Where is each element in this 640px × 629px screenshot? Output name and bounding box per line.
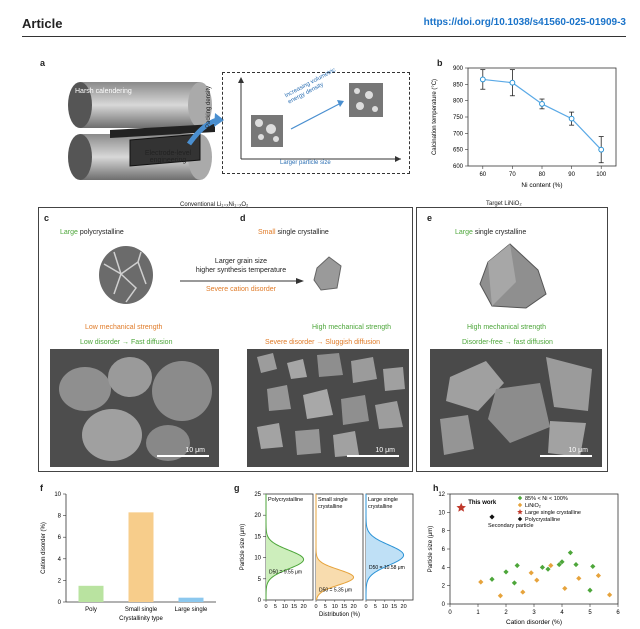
target-header: Target LiNiO₂ xyxy=(486,201,522,207)
chart-b-calcination xyxy=(426,62,626,192)
panel-c-diffusion: Low disorder → Fast diffusion xyxy=(80,339,173,346)
subplot-title: Small single xyxy=(318,497,348,503)
x-tick-label: 0 xyxy=(448,610,452,616)
y-tick-label: 6 xyxy=(57,535,61,542)
x-tick-label: 5 xyxy=(373,604,377,610)
scale-bar xyxy=(157,455,209,457)
scale-bar xyxy=(540,455,592,457)
x-tick-label: 10 xyxy=(331,604,338,610)
data-point xyxy=(562,586,567,591)
y-tick-label: 900 xyxy=(452,66,463,72)
d50-label: D50 = 9.55 μm xyxy=(269,569,303,576)
engineering-label: Electrode-level engineering xyxy=(144,150,192,164)
bar xyxy=(129,512,154,602)
subplot-title: crystalline xyxy=(368,504,393,510)
y-axis-label: Particle size (μm) xyxy=(428,525,434,573)
polycrystalline-particle-image xyxy=(96,244,156,306)
arrow-text-1: Larger grain size xyxy=(214,258,268,265)
panel-e-label: e xyxy=(427,213,433,223)
y-axis-label: Calcination temperature (°C) xyxy=(432,78,438,156)
right-arrow-icon xyxy=(176,277,306,285)
subplot-title: Large single xyxy=(368,497,398,503)
x-tick-label: 20 xyxy=(400,604,407,610)
arrow-text-3: Severe cation disorder xyxy=(205,286,277,293)
y-tick-label: 0 xyxy=(257,598,261,604)
y-tick-label: 650 xyxy=(452,147,463,154)
x-tick-label: 70 xyxy=(509,172,516,178)
legend-label: Large single crystalline xyxy=(525,510,581,516)
panel-e-strength: High mechanical strength xyxy=(467,324,546,331)
y-tick-label: 600 xyxy=(452,164,463,170)
annotation-secondary: Secondary particle xyxy=(488,522,534,529)
y-tick-label: 8 xyxy=(441,528,445,535)
x-tick-label: 10 xyxy=(381,604,388,610)
panel-d-title: Small single crystalline xyxy=(258,229,329,236)
sem-image-small-single xyxy=(247,349,409,467)
x-tick-label: 5 xyxy=(588,610,592,616)
legend-marker xyxy=(517,509,523,514)
scale-text: 10 μm xyxy=(375,447,395,454)
y-tick-label: 2 xyxy=(441,583,445,590)
data-point xyxy=(529,570,534,575)
chart-f-cation-disorder xyxy=(36,486,222,622)
subplot-title: crystalline xyxy=(318,504,343,510)
legend-marker xyxy=(518,496,522,500)
x-tick-label: 5 xyxy=(323,604,327,610)
large-single-crystal-image xyxy=(476,242,552,310)
subplot-title: Polycrystalline xyxy=(268,497,304,503)
y-tick-label: 2 xyxy=(57,578,61,585)
panel-c-label: c xyxy=(44,213,50,223)
x-tick-label: 2 xyxy=(504,610,508,616)
panel-e-title: Large single crystalline xyxy=(455,229,527,236)
data-point xyxy=(576,576,581,581)
energy-density-label: Increasing volumetric energy density xyxy=(284,67,337,106)
y-tick-label: 0 xyxy=(441,602,445,608)
x-axis-label: Cation disorder (%) xyxy=(506,619,562,626)
x-tick-label: 10 xyxy=(281,604,288,610)
x-tick-label: Large single xyxy=(174,607,208,613)
y-tick-label: 4 xyxy=(57,556,61,563)
data-point xyxy=(498,593,503,598)
data-point xyxy=(515,563,520,568)
y-tick-label: 5 xyxy=(257,576,261,583)
x-tick-label: 15 xyxy=(341,604,348,610)
particle-size-axis-label: Larger particle size xyxy=(280,160,331,166)
x-tick-label: 80 xyxy=(538,172,546,178)
x-tick-label: 1 xyxy=(476,610,480,616)
y-tick-label: 15 xyxy=(254,534,261,541)
legend-marker xyxy=(518,503,522,507)
legend-marker xyxy=(518,517,522,521)
panel-a-label: a xyxy=(40,58,46,68)
x-tick-label: Small single xyxy=(124,607,158,613)
panel-e-diffusion: Disorder-free → fast diffusion xyxy=(462,339,553,346)
panel-h-label: h xyxy=(433,483,439,493)
legend-label: LiNiO₂ xyxy=(525,503,541,509)
x-tick-label: Poly xyxy=(85,607,97,613)
panel-c-strength: Low mechanical strength xyxy=(85,324,163,331)
data-point xyxy=(489,514,494,519)
conventional-header: Conventional Li₁₊ₓNi₁₋ₓO₂ xyxy=(180,202,249,208)
blue-arrow-icon xyxy=(185,110,225,150)
scale-text: 10 μm xyxy=(568,447,588,454)
y-tick-label: 8 xyxy=(57,513,61,520)
panel-d-diffusion: Severe disorder → Sluggish diffusion xyxy=(265,339,381,346)
y-tick-label: 0 xyxy=(57,600,61,606)
data-point xyxy=(548,563,553,568)
data-point xyxy=(607,592,612,597)
small-single-crystal-image xyxy=(311,254,345,294)
doi-link[interactable]: https://doi.org/10.1038/s41560-025-01909-3 xyxy=(423,17,626,28)
y-tick-label: 12 xyxy=(438,492,445,498)
series-line xyxy=(483,79,601,149)
y-tick-label: 10 xyxy=(254,555,261,562)
data-point xyxy=(599,147,604,152)
x-tick-label: 0 xyxy=(364,604,368,610)
panel-c-title: Large polycrystalline xyxy=(60,229,124,236)
x-axis-label: Crystallinity type xyxy=(119,616,163,622)
x-tick-label: 15 xyxy=(391,604,398,610)
x-axis-label: Distribution (%) xyxy=(318,612,361,618)
scale-bar xyxy=(347,455,399,457)
x-tick-label: 4 xyxy=(560,610,564,616)
y-tick-label: 4 xyxy=(441,565,445,572)
panel-g-label: g xyxy=(234,483,240,493)
scale-text: 10 μm xyxy=(185,447,205,454)
header-rule xyxy=(22,36,626,37)
data-point xyxy=(489,577,494,582)
legend-label: Polycrystalline xyxy=(525,517,561,523)
y-tick-label: 700 xyxy=(452,131,463,138)
d50-label: D50 = 10.58 μm xyxy=(369,565,405,572)
y-tick-label: 850 xyxy=(452,82,463,89)
y-tick-label: 10 xyxy=(54,492,61,498)
y-tick-label: 800 xyxy=(452,98,463,105)
panel-f-label: f xyxy=(40,483,43,493)
sem-image-large-single xyxy=(430,349,602,467)
x-tick-label: 15 xyxy=(291,604,298,610)
x-axis-label: Ni content (%) xyxy=(521,182,563,189)
panel-d-strength: High mechanical strength xyxy=(312,324,391,331)
data-point xyxy=(540,102,545,107)
data-point xyxy=(573,562,578,567)
roller-label: Harsh calendering xyxy=(75,88,132,95)
data-point xyxy=(503,569,508,574)
x-tick-label: 60 xyxy=(479,172,487,178)
y-tick-label: 10 xyxy=(438,510,445,517)
plot-frame xyxy=(468,68,616,166)
y-tick-label: 6 xyxy=(441,547,445,553)
data-point xyxy=(456,503,466,512)
x-tick-label: 20 xyxy=(350,604,357,610)
panel-d-label: d xyxy=(240,213,246,223)
x-tick-label: 20 xyxy=(300,604,307,610)
legend-label: 85% < Ni < 100% xyxy=(525,496,568,502)
x-tick-label: 5 xyxy=(273,604,277,610)
y-tick-label: 750 xyxy=(452,115,463,121)
bar xyxy=(179,598,204,602)
x-tick-label: 0 xyxy=(314,604,318,610)
data-point xyxy=(545,567,550,572)
section-title: Article xyxy=(22,16,63,31)
arrow-text-2: higher synthesis temperature xyxy=(195,267,287,274)
y-tick-label: 20 xyxy=(254,513,261,520)
data-point xyxy=(480,77,485,82)
data-point xyxy=(510,80,515,85)
distribution-area xyxy=(266,494,304,600)
sem-image-poly xyxy=(50,349,219,467)
data-point xyxy=(587,588,592,593)
data-point xyxy=(596,573,601,578)
y-tick-label: 25 xyxy=(254,492,261,498)
x-tick-label: 100 xyxy=(596,172,607,178)
chart-h-scatter xyxy=(424,486,626,626)
packing-density-axis-label: Packing density xyxy=(206,85,212,128)
annotation-this-work: This work xyxy=(468,499,497,506)
data-point xyxy=(569,116,574,121)
d50-label: D50 = 5.35 μm xyxy=(319,587,353,594)
data-point xyxy=(520,589,525,594)
bar xyxy=(79,586,104,602)
data-point xyxy=(540,565,545,570)
y-axis-label: Cation disorder (%) xyxy=(41,522,47,574)
x-tick-label: 0 xyxy=(264,604,268,610)
panel-b-label: b xyxy=(437,58,443,68)
chart-g-particle-distribution xyxy=(236,486,420,616)
x-tick-label: 6 xyxy=(616,610,620,616)
data-point xyxy=(478,579,483,584)
data-point xyxy=(568,550,573,555)
x-tick-label: 90 xyxy=(568,172,575,178)
data-point xyxy=(590,564,595,569)
x-tick-label: 3 xyxy=(532,610,536,616)
data-point xyxy=(512,580,517,585)
data-point xyxy=(534,578,539,583)
y-axis-label: Particle size (μm) xyxy=(240,523,246,571)
